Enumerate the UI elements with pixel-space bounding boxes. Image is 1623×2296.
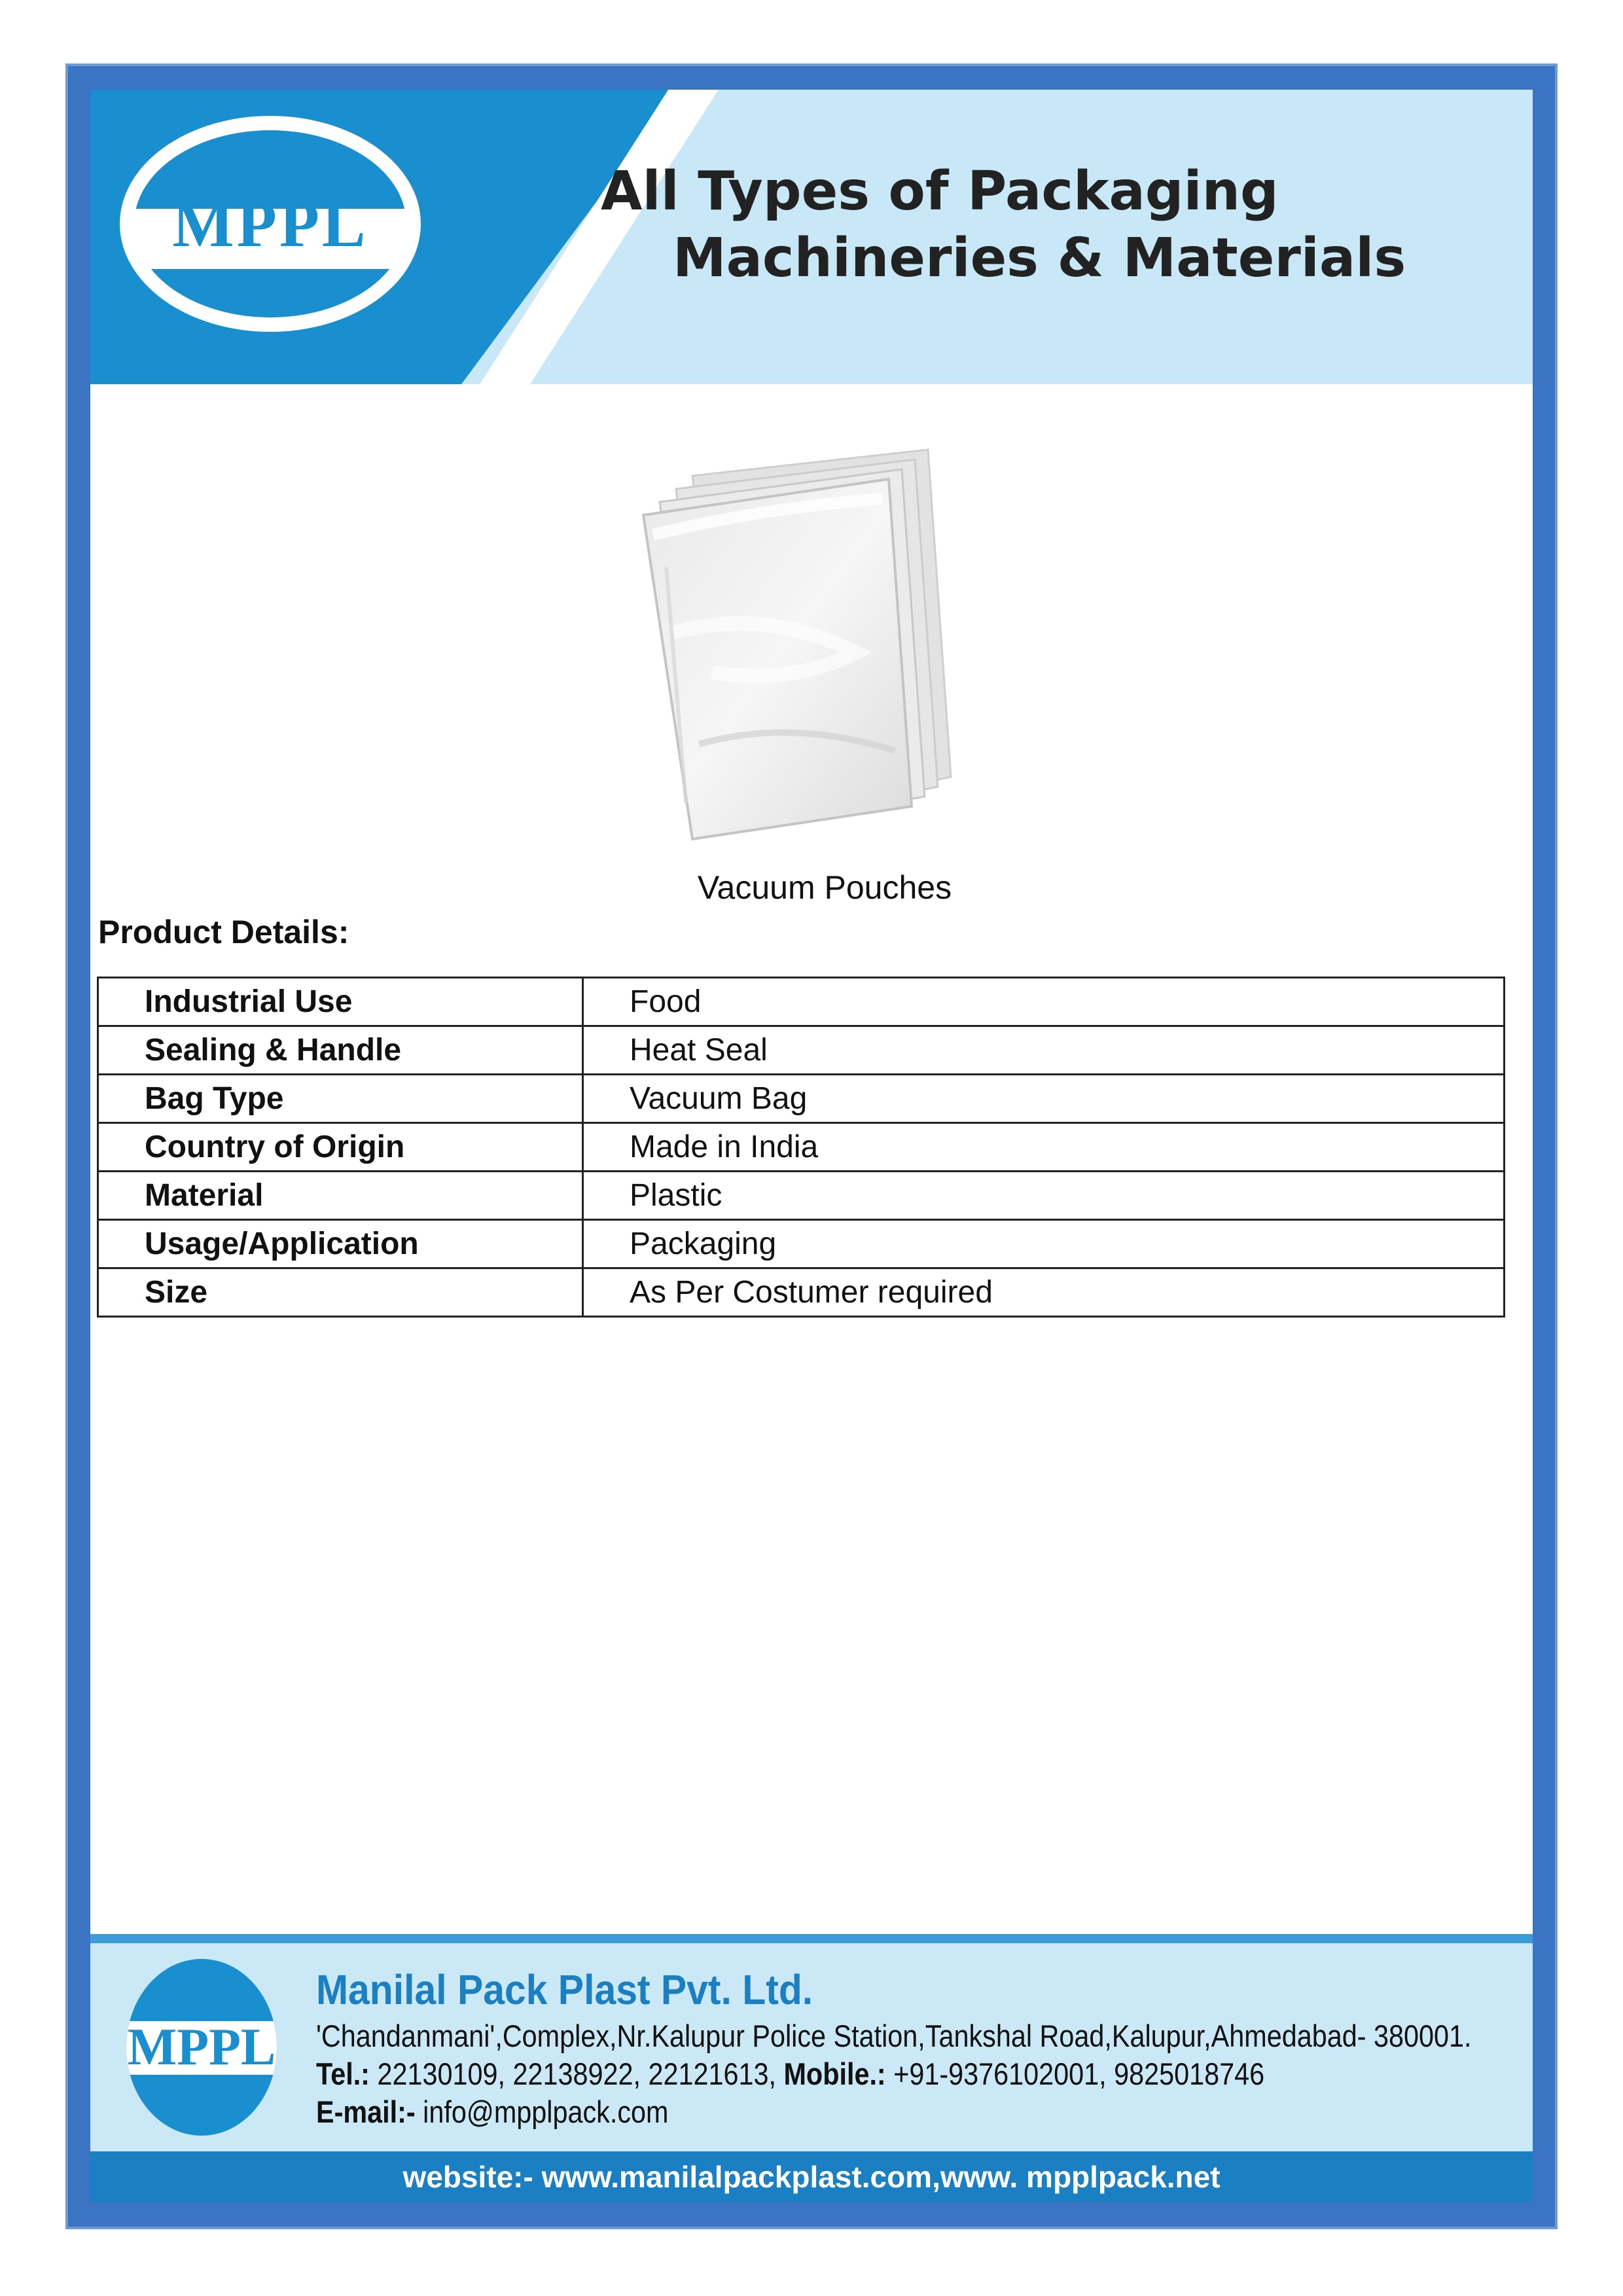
header-banner: [90, 90, 1533, 384]
email-label: E-mail:-: [316, 2094, 416, 2129]
website-text: website:- www.manilalpackplast.com,www. mpplpack.net: [402, 2159, 1221, 2194]
product-details-table: [97, 977, 1505, 1318]
footer-banner: [90, 1934, 1533, 2202]
table-row: [98, 1026, 1505, 1075]
footer-logo-text: MPPL: [127, 2018, 276, 2076]
mppl-logo: [120, 116, 421, 332]
contact-phone-line: [316, 2056, 1264, 2092]
detail-value: Packaging: [583, 1220, 1505, 1268]
detail-value: Heat Seal: [583, 1026, 1505, 1075]
detail-key: Country of Origin: [98, 1123, 583, 1172]
tel-numbers: 22130109, 22138922, 22121613,: [369, 2056, 776, 2091]
footer-top-stripe: [90, 1934, 1533, 1943]
detail-value: Made in India: [583, 1123, 1505, 1172]
table-row: [98, 1123, 1505, 1172]
company-name: Manilal Pack Plast Pvt. Ltd.: [316, 1966, 813, 2013]
mobile-label: Mobile.:: [776, 2056, 886, 2091]
detail-value: Plastic: [583, 1172, 1505, 1220]
detail-key: Material: [98, 1172, 583, 1220]
website-bar: [90, 2151, 1533, 2202]
table-row: [98, 1172, 1505, 1220]
detail-value: Vacuum Bag: [583, 1075, 1505, 1123]
detail-key: Sealing & Handle: [98, 1026, 583, 1075]
detail-key: Usage/Application: [98, 1220, 583, 1268]
detail-value: As Per Costumer required: [583, 1268, 1505, 1317]
tel-label: Tel.:: [316, 2056, 370, 2091]
table-row: [98, 1268, 1505, 1317]
product-caption: Vacuum Pouches: [697, 869, 952, 906]
mobile-numbers: +91-9376102001, 9825018746: [885, 2056, 1265, 2091]
table-row: [98, 978, 1505, 1026]
detail-value: Food: [583, 978, 1505, 1026]
tagline-line-1: All Types of Packaging: [601, 160, 1279, 223]
logo-text: MPPL: [172, 187, 368, 260]
tagline-line-2: Machineries & Materials: [673, 227, 1406, 289]
flyer-page: [90, 90, 1533, 2202]
footer-mppl-logo: [126, 1959, 277, 2136]
detail-key: Industrial Use: [98, 978, 583, 1026]
table-row: [98, 1075, 1505, 1123]
contact-email-line: [316, 2094, 668, 2130]
product-details-title: Product Details:: [98, 914, 349, 950]
email-address: info@mpplpack.com: [415, 2094, 669, 2129]
detail-key: Size: [98, 1268, 583, 1317]
table-row: [98, 1220, 1505, 1268]
company-address: 'Chandanmani',Complex,Nr.Kalupur Police Station,Tankshal Road,Kalupur,Ahmedabad- 380001.: [316, 2018, 1472, 2053]
detail-key: Bag Type: [98, 1075, 583, 1123]
vacuum-pouches-image: [594, 437, 974, 842]
